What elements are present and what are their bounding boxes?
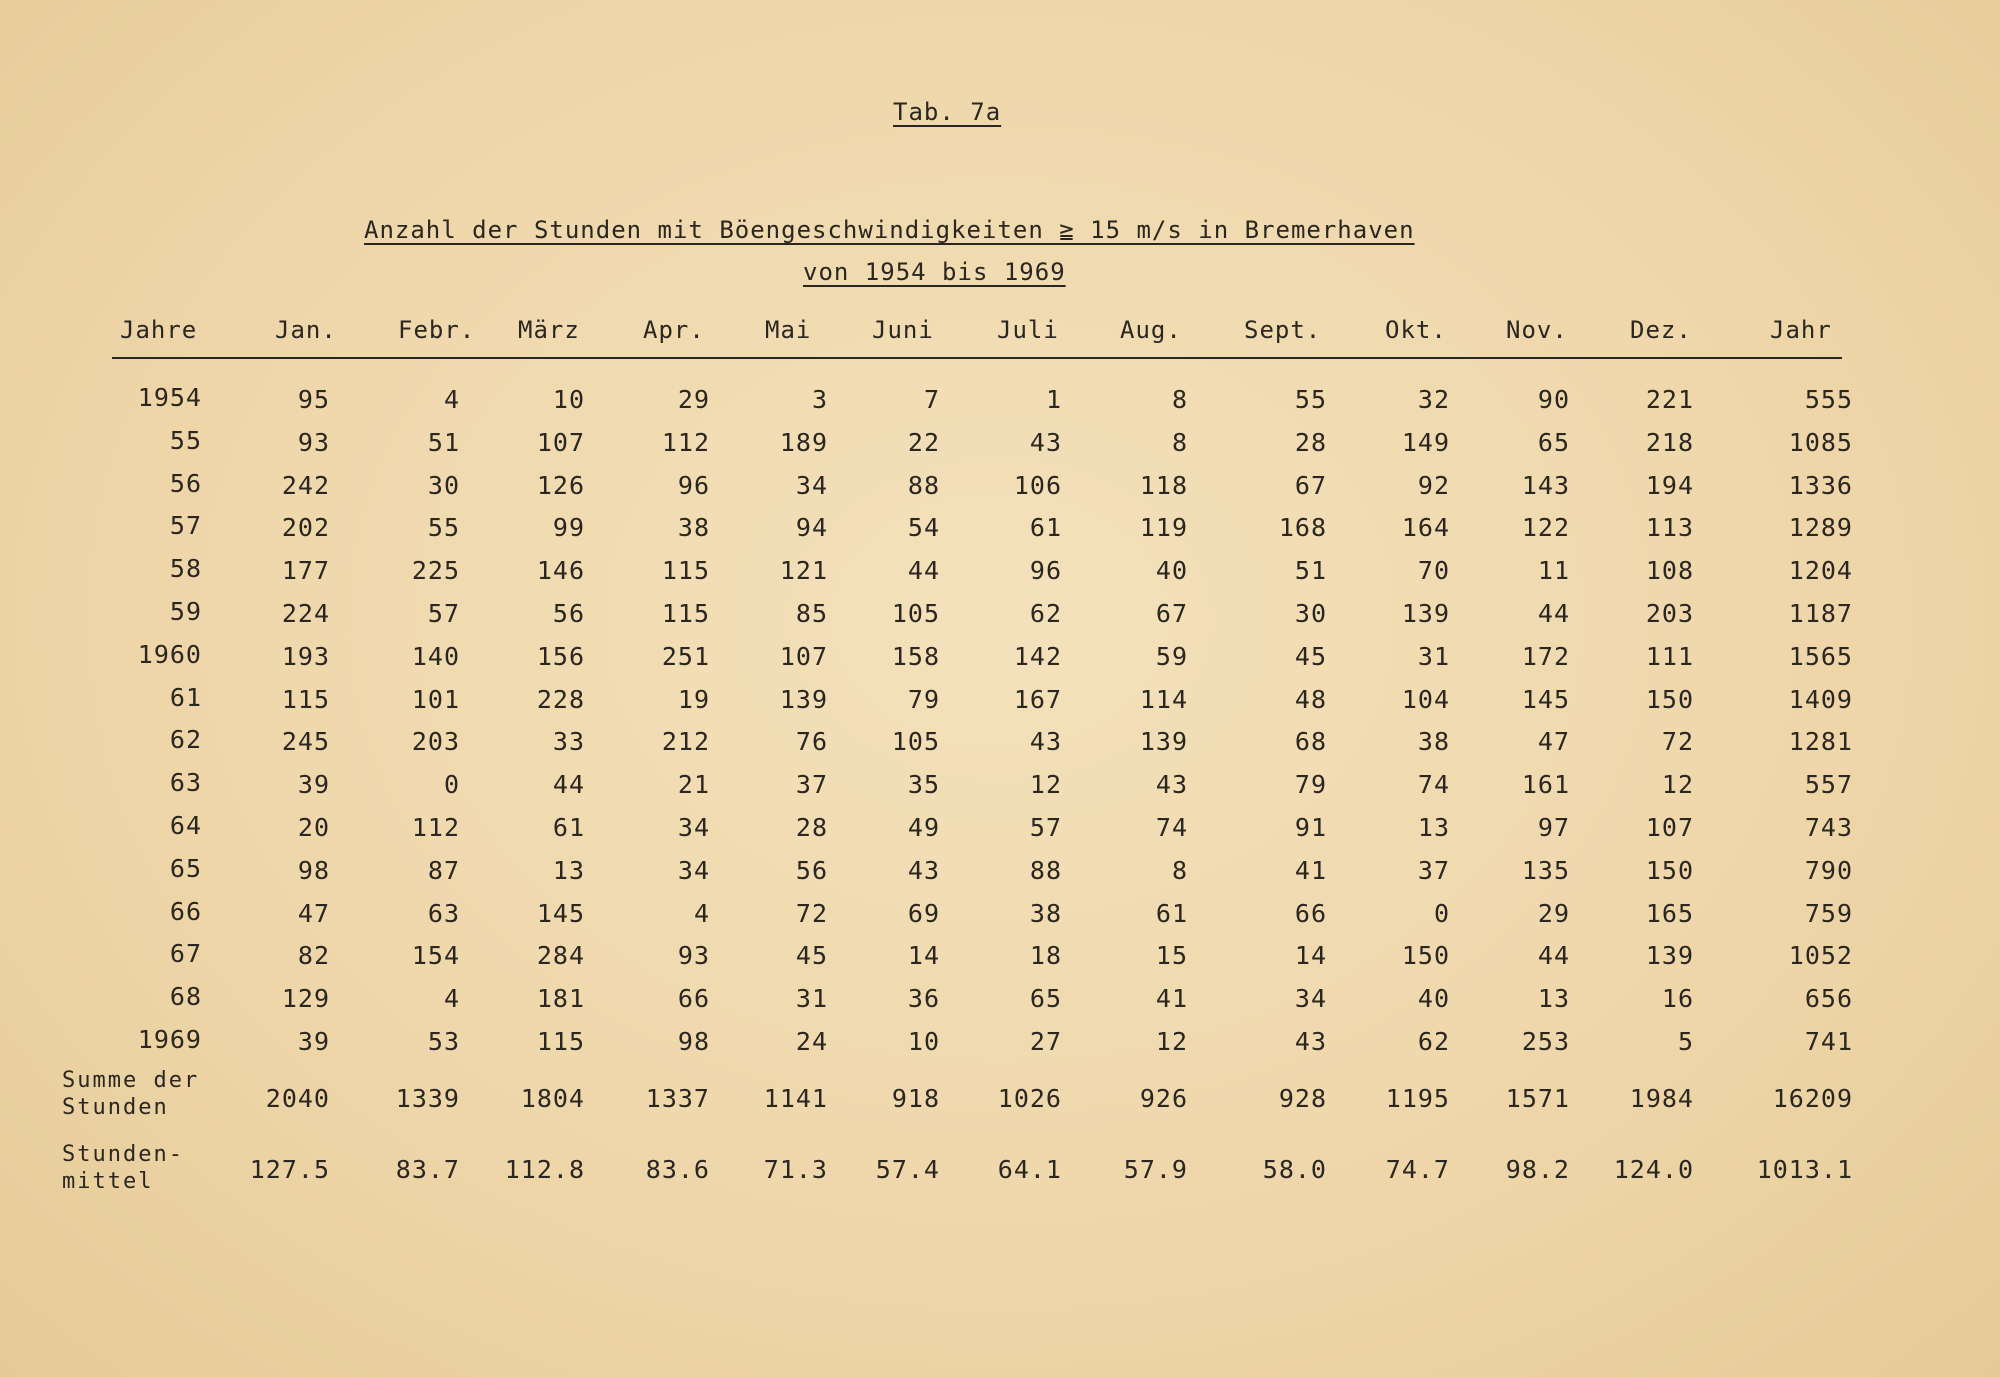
value-cell: 149 xyxy=(1401,427,1450,457)
value-cell: 1204 xyxy=(1788,556,1853,586)
mean-cell: 58.0 xyxy=(1262,1155,1327,1184)
value-cell: 92 xyxy=(1417,470,1450,500)
value-cell: 177 xyxy=(281,556,330,586)
column-header: Juli xyxy=(997,316,1059,344)
value-cell: 115 xyxy=(661,599,710,628)
sum-cell: 1195 xyxy=(1385,1084,1450,1113)
value-cell: 242 xyxy=(281,470,330,500)
column-header: Sept. xyxy=(1244,316,1322,344)
sum-label-line1: Summe der xyxy=(62,1068,200,1093)
value-cell: 557 xyxy=(1804,770,1853,800)
value-cell: 164 xyxy=(1401,513,1450,543)
value-cell: 13 xyxy=(1417,813,1450,842)
value-cell: 150 xyxy=(1401,941,1450,971)
value-cell: 28 xyxy=(795,813,828,842)
value-cell: 55 xyxy=(427,513,460,543)
value-cell: 21 xyxy=(677,770,710,800)
value-cell: 106 xyxy=(1013,470,1062,500)
value-cell: 212 xyxy=(661,727,710,757)
value-cell: 31 xyxy=(795,984,828,1014)
value-cell: 39 xyxy=(297,770,330,800)
value-cell: 161 xyxy=(1521,770,1570,800)
value-cell: 203 xyxy=(1645,599,1694,628)
sum-cell: 918 xyxy=(891,1084,940,1113)
value-cell: 29 xyxy=(677,385,710,414)
year-cell: 1960 xyxy=(137,639,202,669)
value-cell: 19 xyxy=(677,684,710,714)
value-cell: 119 xyxy=(1139,513,1188,543)
value-cell: 55 xyxy=(1294,385,1327,414)
value-cell: 1289 xyxy=(1788,513,1853,543)
value-cell: 90 xyxy=(1537,385,1570,414)
value-cell: 156 xyxy=(536,641,585,671)
column-header: Dez. xyxy=(1630,316,1692,344)
value-cell: 224 xyxy=(281,599,330,628)
value-cell: 143 xyxy=(1521,470,1570,500)
value-cell: 1052 xyxy=(1788,941,1853,971)
value-cell: 18 xyxy=(1029,941,1062,971)
value-cell: 57 xyxy=(1029,813,1062,842)
value-cell: 284 xyxy=(536,941,585,971)
value-cell: 68 xyxy=(1294,727,1327,757)
value-cell: 53 xyxy=(427,1027,460,1056)
value-cell: 48 xyxy=(1294,684,1327,714)
value-cell: 12 xyxy=(1661,770,1694,800)
value-cell: 34 xyxy=(795,470,828,500)
mean-cell: 64.1 xyxy=(997,1155,1062,1184)
column-header: Juni xyxy=(872,316,934,344)
value-cell: 203 xyxy=(411,727,460,757)
mean-cell: 83.6 xyxy=(645,1155,710,1184)
value-cell: 122 xyxy=(1521,513,1570,543)
value-cell: 146 xyxy=(536,556,585,586)
value-cell: 43 xyxy=(1029,427,1062,457)
sum-cell: 1141 xyxy=(763,1084,828,1113)
value-cell: 88 xyxy=(1029,855,1062,885)
mean-label-line2: mittel xyxy=(62,1169,154,1194)
value-cell: 139 xyxy=(779,684,828,714)
value-cell: 107 xyxy=(779,641,828,671)
value-cell: 107 xyxy=(536,427,585,457)
value-cell: 1187 xyxy=(1788,599,1853,628)
value-cell: 93 xyxy=(677,941,710,971)
value-cell: 67 xyxy=(1294,470,1327,500)
value-cell: 51 xyxy=(427,427,460,457)
sum-cell: 1571 xyxy=(1505,1084,1570,1113)
mean-label-line1: Stunden- xyxy=(62,1142,184,1167)
sum-cell: 926 xyxy=(1139,1084,1188,1113)
value-cell: 202 xyxy=(281,513,330,543)
value-cell: 1 xyxy=(1045,385,1062,414)
value-cell: 1085 xyxy=(1788,427,1853,457)
year-cell: 62 xyxy=(169,725,202,755)
value-cell: 121 xyxy=(779,556,828,586)
value-cell: 158 xyxy=(891,641,940,671)
value-cell: 74 xyxy=(1417,770,1450,800)
value-cell: 47 xyxy=(1537,727,1570,757)
value-cell: 56 xyxy=(795,855,828,885)
value-cell: 7 xyxy=(923,385,940,414)
value-cell: 99 xyxy=(552,513,585,543)
value-cell: 16 xyxy=(1661,984,1694,1014)
mean-cell: 98.2 xyxy=(1505,1155,1570,1184)
value-cell: 194 xyxy=(1645,470,1694,500)
value-cell: 36 xyxy=(907,984,940,1014)
value-cell: 76 xyxy=(795,727,828,757)
value-cell: 51 xyxy=(1294,556,1327,586)
sum-cell: 16209 xyxy=(1772,1084,1853,1113)
value-cell: 118 xyxy=(1139,470,1188,500)
value-cell: 63 xyxy=(427,898,460,928)
mean-cell: 57.4 xyxy=(875,1155,940,1184)
column-header: Jahr xyxy=(1770,316,1832,344)
value-cell: 20 xyxy=(297,813,330,842)
value-cell: 4 xyxy=(443,984,460,1014)
value-cell: 40 xyxy=(1417,984,1450,1014)
value-cell: 79 xyxy=(907,684,940,714)
header-divider xyxy=(112,357,1842,359)
value-cell: 98 xyxy=(677,1027,710,1056)
value-cell: 105 xyxy=(891,599,940,628)
sum-cell: 928 xyxy=(1278,1084,1327,1113)
mean-cell: 71.3 xyxy=(763,1155,828,1184)
sum-cell: 1337 xyxy=(645,1084,710,1113)
value-cell: 35 xyxy=(907,770,940,800)
column-header: Jan. xyxy=(275,316,337,344)
sum-label-line2: Stunden xyxy=(62,1095,169,1120)
value-cell: 8 xyxy=(1171,855,1188,885)
value-cell: 44 xyxy=(552,770,585,800)
value-cell: 168 xyxy=(1278,513,1327,543)
value-cell: 57 xyxy=(427,599,460,628)
value-cell: 221 xyxy=(1645,385,1694,414)
value-cell: 218 xyxy=(1645,427,1694,457)
value-cell: 31 xyxy=(1417,641,1450,671)
sum-row-label xyxy=(62,1067,199,1121)
value-cell: 115 xyxy=(536,1027,585,1056)
column-header: Apr. xyxy=(643,316,705,344)
value-cell: 10 xyxy=(552,385,585,414)
value-cell: 139 xyxy=(1139,727,1188,757)
value-cell: 30 xyxy=(427,470,460,500)
year-cell: 68 xyxy=(169,982,202,1012)
value-cell: 22 xyxy=(907,427,940,457)
value-cell: 150 xyxy=(1645,684,1694,714)
value-cell: 47 xyxy=(297,898,330,928)
value-cell: 87 xyxy=(427,855,460,885)
value-cell: 189 xyxy=(779,427,828,457)
value-cell: 24 xyxy=(795,1027,828,1056)
year-cell: 63 xyxy=(169,768,202,798)
value-cell: 1281 xyxy=(1788,727,1853,757)
value-cell: 5 xyxy=(1677,1027,1694,1056)
value-cell: 34 xyxy=(677,813,710,842)
value-cell: 115 xyxy=(661,556,710,586)
value-cell: 113 xyxy=(1645,513,1694,543)
value-cell: 0 xyxy=(1433,898,1450,928)
value-cell: 107 xyxy=(1645,813,1694,842)
value-cell: 61 xyxy=(552,813,585,842)
value-cell: 167 xyxy=(1013,684,1062,714)
year-cell: 58 xyxy=(169,554,202,584)
year-cell: 59 xyxy=(169,597,202,626)
value-cell: 88 xyxy=(907,470,940,500)
value-cell: 62 xyxy=(1029,599,1062,628)
value-cell: 96 xyxy=(1029,556,1062,586)
value-cell: 245 xyxy=(281,727,330,757)
value-cell: 72 xyxy=(1661,727,1694,757)
value-cell: 44 xyxy=(1537,941,1570,971)
mean-cell: 57.9 xyxy=(1123,1155,1188,1184)
value-cell: 1565 xyxy=(1788,641,1853,671)
value-cell: 41 xyxy=(1155,984,1188,1014)
column-header: Jahre xyxy=(120,316,198,344)
year-cell: 61 xyxy=(169,682,202,712)
value-cell: 97 xyxy=(1537,813,1570,842)
value-cell: 140 xyxy=(411,641,460,671)
mean-cell: 124.0 xyxy=(1613,1155,1694,1184)
value-cell: 228 xyxy=(536,684,585,714)
value-cell: 656 xyxy=(1804,984,1853,1014)
value-cell: 8 xyxy=(1171,427,1188,457)
value-cell: 67 xyxy=(1155,599,1188,628)
column-header: Okt. xyxy=(1385,316,1447,344)
value-cell: 62 xyxy=(1417,1027,1450,1056)
value-cell: 142 xyxy=(1013,641,1062,671)
value-cell: 69 xyxy=(907,898,940,928)
value-cell: 74 xyxy=(1155,813,1188,842)
value-cell: 38 xyxy=(1417,727,1450,757)
value-cell: 108 xyxy=(1645,556,1694,586)
value-cell: 91 xyxy=(1294,813,1327,842)
value-cell: 129 xyxy=(281,984,330,1014)
year-cell: 1954 xyxy=(137,383,202,412)
value-cell: 111 xyxy=(1645,641,1694,671)
year-cell: 64 xyxy=(169,811,202,840)
value-cell: 165 xyxy=(1645,898,1694,928)
value-cell: 1336 xyxy=(1788,470,1853,500)
sum-cell: 1804 xyxy=(520,1084,585,1113)
value-cell: 70 xyxy=(1417,556,1450,586)
value-cell: 45 xyxy=(795,941,828,971)
value-cell: 61 xyxy=(1155,898,1188,928)
value-cell: 38 xyxy=(677,513,710,543)
value-cell: 43 xyxy=(1294,1027,1327,1056)
value-cell: 114 xyxy=(1139,684,1188,714)
table-subtitle: von 1954 bis 1969 xyxy=(803,258,1066,286)
value-cell: 3 xyxy=(811,385,828,414)
value-cell: 59 xyxy=(1155,641,1188,671)
value-cell: 44 xyxy=(907,556,940,586)
value-cell: 225 xyxy=(411,556,460,586)
value-cell: 10 xyxy=(907,1027,940,1056)
year-cell: 55 xyxy=(169,425,202,455)
value-cell: 15 xyxy=(1155,941,1188,971)
value-cell: 150 xyxy=(1645,855,1694,885)
column-header: Aug. xyxy=(1120,316,1182,344)
value-cell: 66 xyxy=(1294,898,1327,928)
value-cell: 13 xyxy=(552,855,585,885)
value-cell: 93 xyxy=(297,427,330,457)
sum-cell: 1984 xyxy=(1629,1084,1694,1113)
value-cell: 11 xyxy=(1537,556,1570,586)
mean-cell: 112.8 xyxy=(504,1155,585,1184)
value-cell: 154 xyxy=(411,941,460,971)
value-cell: 54 xyxy=(907,513,940,543)
mean-cell: 1013.1 xyxy=(1756,1155,1853,1184)
value-cell: 1409 xyxy=(1788,684,1853,714)
value-cell: 65 xyxy=(1537,427,1570,457)
value-cell: 27 xyxy=(1029,1027,1062,1056)
value-cell: 72 xyxy=(795,898,828,928)
value-cell: 139 xyxy=(1401,599,1450,628)
value-cell: 104 xyxy=(1401,684,1450,714)
value-cell: 112 xyxy=(661,427,710,457)
mean-cell: 127.5 xyxy=(249,1155,330,1184)
column-header: Mai xyxy=(765,316,812,344)
sum-cell: 2040 xyxy=(265,1084,330,1113)
year-cell: 65 xyxy=(169,853,202,883)
value-cell: 741 xyxy=(1804,1027,1853,1056)
value-cell: 145 xyxy=(536,898,585,928)
value-cell: 45 xyxy=(1294,641,1327,671)
year-cell: 57 xyxy=(169,511,202,541)
year-cell: 67 xyxy=(169,939,202,969)
value-cell: 14 xyxy=(1294,941,1327,971)
year-cell: 56 xyxy=(169,468,202,498)
value-cell: 98 xyxy=(297,855,330,885)
value-cell: 37 xyxy=(795,770,828,800)
value-cell: 94 xyxy=(795,513,828,543)
mean-cell: 83.7 xyxy=(395,1155,460,1184)
value-cell: 79 xyxy=(1294,770,1327,800)
year-cell: 66 xyxy=(169,896,202,926)
value-cell: 34 xyxy=(1294,984,1327,1014)
value-cell: 34 xyxy=(677,855,710,885)
value-cell: 30 xyxy=(1294,599,1327,628)
value-cell: 193 xyxy=(281,641,330,671)
value-cell: 12 xyxy=(1029,770,1062,800)
value-cell: 49 xyxy=(907,813,940,842)
table-number: Tab. 7a xyxy=(893,98,1002,126)
value-cell: 44 xyxy=(1537,599,1570,628)
value-cell: 32 xyxy=(1417,385,1450,414)
value-cell: 145 xyxy=(1521,684,1570,714)
value-cell: 43 xyxy=(1155,770,1188,800)
value-cell: 33 xyxy=(552,727,585,757)
value-cell: 14 xyxy=(907,941,940,971)
value-cell: 43 xyxy=(1029,727,1062,757)
value-cell: 39 xyxy=(297,1027,330,1056)
value-cell: 96 xyxy=(677,470,710,500)
mean-cell: 74.7 xyxy=(1385,1155,1450,1184)
value-cell: 28 xyxy=(1294,427,1327,457)
sum-cell: 1026 xyxy=(997,1084,1062,1113)
value-cell: 41 xyxy=(1294,855,1327,885)
value-cell: 0 xyxy=(443,770,460,800)
value-cell: 253 xyxy=(1521,1027,1570,1056)
value-cell: 85 xyxy=(795,599,828,628)
column-header: Febr. xyxy=(398,316,476,344)
value-cell: 105 xyxy=(891,727,940,757)
value-cell: 172 xyxy=(1521,641,1570,671)
value-cell: 43 xyxy=(907,855,940,885)
value-cell: 66 xyxy=(677,984,710,1014)
value-cell: 12 xyxy=(1155,1027,1188,1056)
value-cell: 40 xyxy=(1155,556,1188,586)
value-cell: 82 xyxy=(297,941,330,971)
value-cell: 139 xyxy=(1645,941,1694,971)
value-cell: 56 xyxy=(552,599,585,628)
value-cell: 790 xyxy=(1804,855,1853,885)
value-cell: 743 xyxy=(1804,813,1853,842)
value-cell: 38 xyxy=(1029,898,1062,928)
value-cell: 555 xyxy=(1804,385,1853,414)
value-cell: 4 xyxy=(443,385,460,414)
value-cell: 29 xyxy=(1537,898,1570,928)
sum-cell: 1339 xyxy=(395,1084,460,1113)
value-cell: 8 xyxy=(1171,385,1188,414)
value-cell: 65 xyxy=(1029,984,1062,1014)
year-cell: 1969 xyxy=(137,1025,202,1054)
value-cell: 13 xyxy=(1537,984,1570,1014)
value-cell: 759 xyxy=(1804,898,1853,928)
value-cell: 126 xyxy=(536,470,585,500)
value-cell: 61 xyxy=(1029,513,1062,543)
value-cell: 115 xyxy=(281,684,330,714)
value-cell: 4 xyxy=(693,898,710,928)
value-cell: 95 xyxy=(297,385,330,414)
value-cell: 101 xyxy=(411,684,460,714)
value-cell: 181 xyxy=(536,984,585,1014)
column-header: März xyxy=(518,316,580,344)
value-cell: 112 xyxy=(411,813,460,842)
value-cell: 37 xyxy=(1417,855,1450,885)
table-title: Anzahl der Stunden mit Böengeschwindigkeiten ≧ 15 m/s in Bremerhaven xyxy=(364,216,1415,244)
value-cell: 251 xyxy=(661,641,710,671)
value-cell: 135 xyxy=(1521,855,1570,885)
mean-row-label xyxy=(62,1141,184,1195)
column-header: Nov. xyxy=(1506,316,1568,344)
